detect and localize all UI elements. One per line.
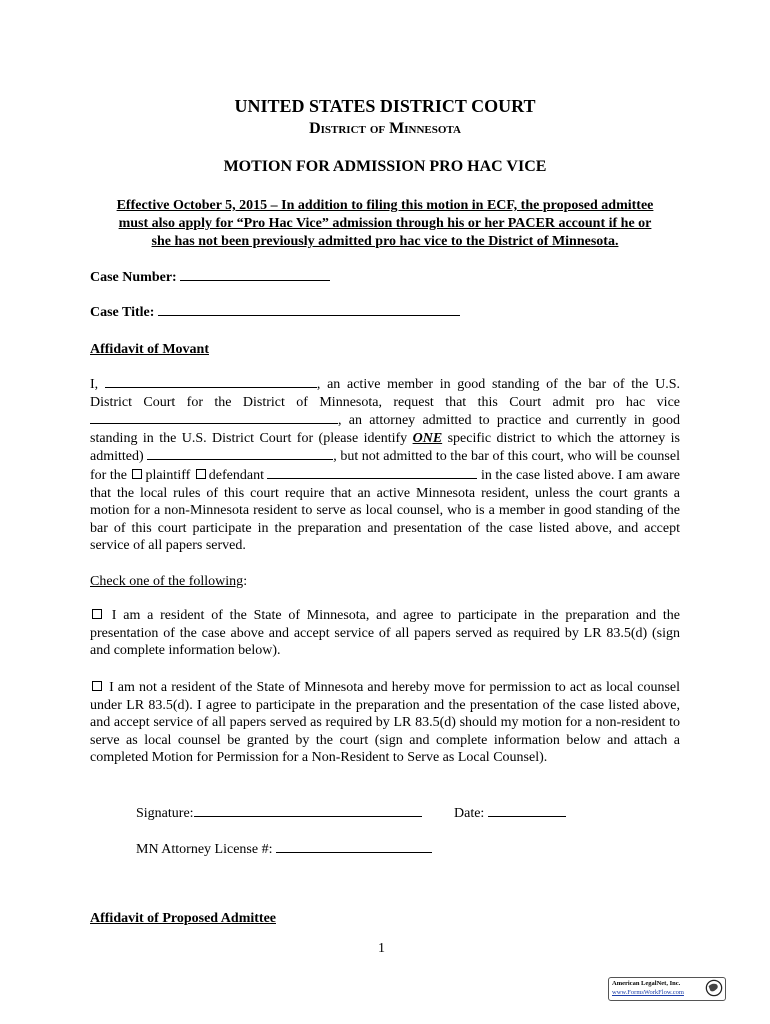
check-heading: Check one of the following xyxy=(90,574,244,589)
check-heading-row: Check one of the following: xyxy=(90,574,248,589)
movant-text: specific district to which the attorney is admitted) xyxy=(90,430,680,465)
signature-row xyxy=(136,804,422,823)
notice-line-1: Effective October 5, 2015 – In addition to filing this motion in ECF, the proposed admittee xyxy=(116,198,654,213)
logo-link[interactable]: www.FormsWorkFlow.com xyxy=(612,989,684,996)
party-name-field[interactable] xyxy=(267,466,477,479)
case-number-field[interactable] xyxy=(180,268,330,281)
admittee-name-field[interactable] xyxy=(90,411,338,424)
plaintiff-label: plaintiff xyxy=(145,467,191,483)
resident-text: I am a resident of the State of Minnesota, and agree to participate in the preparation and the presentation of the case above and accept service of all papers served as required by LR 83.5(d) (sign and complete information below). xyxy=(90,608,680,659)
movant-name-field[interactable] xyxy=(105,375,317,388)
signature-label: Signature: xyxy=(136,806,194,821)
option-non-resident xyxy=(90,679,680,767)
license-label: MN Attorney License #: xyxy=(136,842,273,857)
logo-name: American LegalNet, Inc. xyxy=(612,980,681,987)
case-title-field[interactable] xyxy=(158,303,460,316)
page-number: 1 xyxy=(378,941,385,956)
license-field[interactable] xyxy=(276,840,432,853)
movant-text: in the case listed above. I am aware that the local rules of this court require that an active Minnesota resident, unless the court grants a motion for a non-Minnesota resident to serve as local counsel, who is a member in good standing of the bar of this court participate in the preparation and presentation of the case listed above, and accept service of all papers served. xyxy=(90,467,681,554)
case-number-row xyxy=(90,268,330,287)
notice-line-2: must also apply for “Pro Hac Vice” admission through his or her PACER account if he or xyxy=(118,216,652,231)
resident-checkbox[interactable] xyxy=(92,609,102,619)
movant-paragraph xyxy=(90,375,680,555)
option-resident xyxy=(90,607,680,660)
case-title-label: Case Title: xyxy=(90,305,155,320)
license-row xyxy=(136,840,432,859)
signature-field[interactable] xyxy=(194,804,422,817)
one-emphasis: ONE xyxy=(412,430,443,446)
date-field[interactable] xyxy=(488,804,566,817)
non-resident-text: I am not a resident of the State of Minnesota and hereby move for permission to act as local counsel under LR 83.5(d). I agree to participate in the preparation and the presentation of the case listed above, and accept service of all papers served as required by LR 83.5(d) should my motion for a non-resident to serve as local counsel be granted by the court (sign and complete information below and attach a completed Motion for Permission for a Non-Resident to Serve as Local Counsel). xyxy=(90,680,681,766)
court-district: District of Minnesota xyxy=(309,120,461,137)
american-legalnet-logo xyxy=(608,977,726,1001)
court-title: UNITED STATES DISTRICT COURT xyxy=(234,96,536,116)
motion-title: MOTION FOR ADMISSION PRO HAC VICE xyxy=(223,158,547,175)
movant-text: , an active member in good standing of the bar of the U.S. District Court for the District of Minnesota, request that this Court admit pro hac vice xyxy=(90,377,680,410)
movant-text: , an attorney admitted to practice and currently in good standing in the U.S. District Court for (please identify xyxy=(90,413,680,446)
defendant-checkbox[interactable] xyxy=(196,469,206,479)
globe-icon xyxy=(705,979,723,997)
date-row xyxy=(454,804,566,823)
notice-line-3: she has not been previously admitted pro hac vice to the District of Minnesota. xyxy=(151,234,619,249)
date-label: Date: xyxy=(454,806,485,821)
case-number-label: Case Number: xyxy=(90,270,177,285)
movant-heading: Affidavit of Movant xyxy=(90,342,209,357)
case-title-row xyxy=(90,303,460,322)
non-resident-checkbox[interactable] xyxy=(92,681,102,691)
admitted-district-field[interactable] xyxy=(147,447,333,460)
defendant-label: defendant xyxy=(208,467,264,483)
movant-text: I, xyxy=(90,377,105,392)
movant-text: , but not admitted to the bar of this court, who will be counsel for the xyxy=(90,449,680,483)
plaintiff-checkbox[interactable] xyxy=(132,469,142,479)
admittee-heading: Affidavit of Proposed Admittee xyxy=(90,911,276,926)
